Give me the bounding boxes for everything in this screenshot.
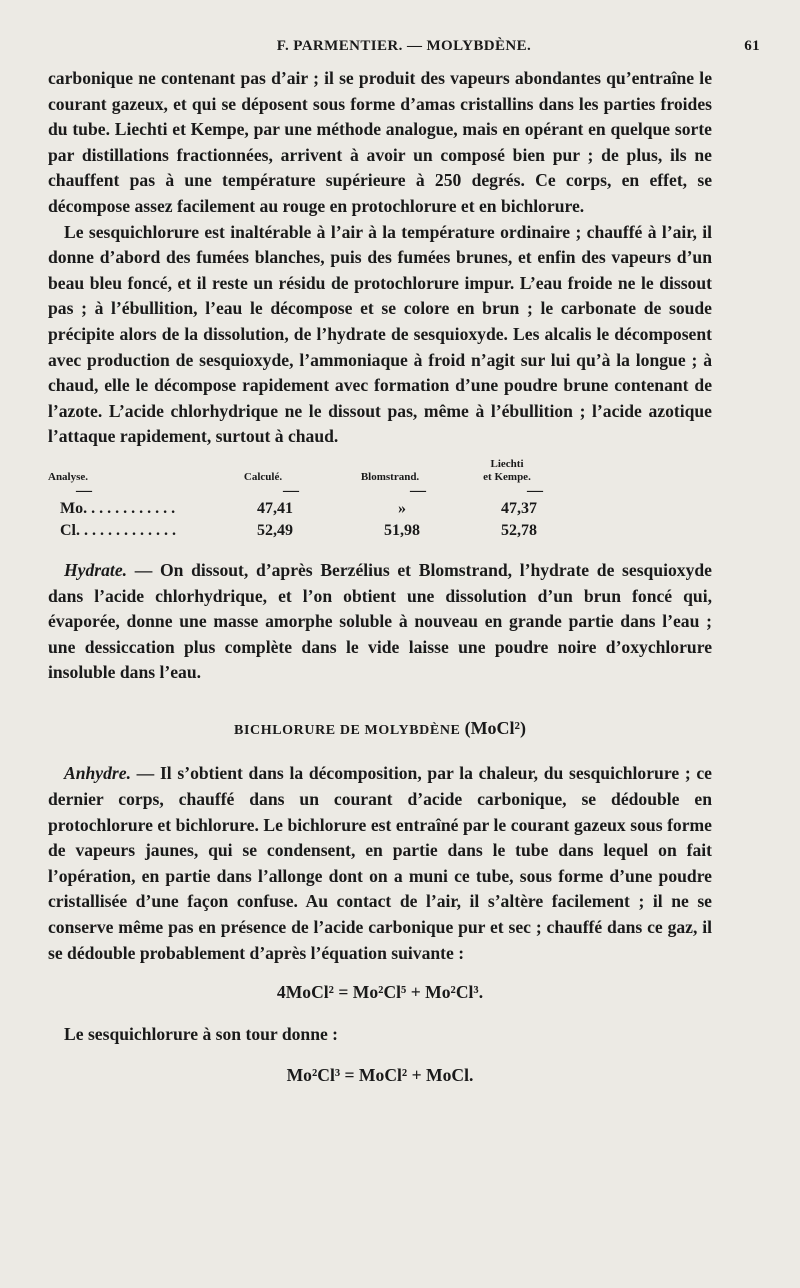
header-calcule: Calculé. <box>243 470 283 483</box>
header-analyse: Analyse. <box>48 470 89 483</box>
table-dash-row <box>48 481 712 499</box>
table-row <box>48 498 712 520</box>
table-header <box>48 458 712 484</box>
row-label: Cl. . . . . . . . . . . . . <box>60 521 176 539</box>
paragraph-continuation: carbonique ne contenant pas d’air ; il se produit des vapeurs abondantes qu’entraîne le courant gazeux, et qui se déposent sous forme d’amas cristallins dans les parties froides du tube. Liechti et Kempe, par une méthode analogue, mais en opérant en quelque sorte par distillations fractionnées, arrivent à avoir un composé bien pur ; de plus, ils ne chauffent pas à une température supérieure à 250 degrés. Ce corps, en effet, se décompose assez facilement au rouge en protochlorure et en bichlorure. <box>48 68 712 216</box>
paragraph-hydrate <box>48 558 712 686</box>
section-title <box>48 716 712 744</box>
page-number: 61 <box>744 38 760 54</box>
dash-3: — <box>410 481 426 499</box>
analysis-table <box>48 458 712 542</box>
cell-blomstrand: » <box>398 499 406 517</box>
paragraph-sesquichlorure: Le sesquichlorure à son tour donne : <box>64 1023 339 1044</box>
dash-1: — <box>76 481 92 499</box>
page-body <box>48 66 712 1089</box>
section-title-text: BICHLORURE DE MOLYBDÈNE <box>234 722 461 738</box>
paragraph-properties: Le sesquichlorure est inaltérable à l’air à la température ordinaire ; chauffé à l’air, il donne d’abord des fumées blanches, puis des fumées brunes, et enfin des vapeurs d’un beau bleu foncé, et il reste un résidu de protochlorure impur. L’eau froide ne le dissout pas ; à l’ébullition, l’eau le décompose et se colore en brun ; le carbonate de soude précipite alors de la dissolution, de l’hydrate de sesquioxyde. Les alcalis le décomposent avec production de sesquioxyde, l’ammoniaque à froid n’agit sur lui qu’à la longue ; à chaud, elle le décompose rapidement avec formation d’une poudre brune contenant de l’azote. L’acide chlorhydrique ne le dissout pas, même à l’ébullition ; l’acide azotique l’attaque rapidement, surtout à chaud. <box>48 221 712 447</box>
header-et-kempe: et Kempe. <box>483 470 531 483</box>
paragraph-anhydre <box>48 761 712 966</box>
equation-1: 4MoCl² = Mo²Cl⁵ + Mo²Cl³. <box>276 982 484 1003</box>
cell-liechti: 47,37 <box>501 499 537 517</box>
header-liechti: Liechti <box>490 457 524 470</box>
cell-liechti: 52,78 <box>501 521 537 539</box>
dash-2: — <box>283 481 299 499</box>
lead-hydrate: Hydrate. <box>64 559 128 580</box>
row-label: Mo. . . . . . . . . . . . <box>60 499 176 517</box>
cell-blomstrand: 51,98 <box>384 521 420 539</box>
dash-4: — <box>527 481 543 499</box>
text-anhydre: — Il s’obtient dans la décomposition, par la chaleur, du sesquichlorure ; ce dernier corps, chauffé dans un courant d’acide carbonique, se dédouble en protochlorure et bichlorure. Le bichlorure est entraîné par le courant gazeux sous forme de vapeurs jaunes, qui se condensent, en partie dans le tube dans lequel on fait l’opération, en partie dans l’allonge dont on a muni ce tube, sous forme d’une poudre cristallisée d’une façon confuse. Au contact de l’air, il s’altère facilement ; il ne se conserve même pas en présence de l’acide carbonique pur et sec ; chauffé dans ce gaz, il se dédouble probablement d’après l’équation suivante : <box>48 763 712 963</box>
section-formula: (MoCl²) <box>464 717 526 738</box>
header-liechti-kempe <box>452 458 562 484</box>
text-hydrate: — On dissout, d’après Berzélius et Blomstrand, l’hydrate de sesquioxyde dans l’acide chlorhydrique, et l’on obtient une dissolution d’un brun foncé qui, évaporée, donne une masse amorphe soluble à nouveau en grande partie dans l’eau ; une dessiccation plus complète dans le vide laisse une poudre noire d’oxychlorure insoluble dans l’eau. <box>48 559 712 683</box>
lead-anhydre: Anhydre. <box>64 763 131 784</box>
header-blomstrand: Blomstrand. <box>360 470 420 483</box>
table-row <box>48 520 712 542</box>
equation-2: Mo²Cl³ = MoCl² + MoCl. <box>286 1065 474 1086</box>
cell-calcule: 52,49 <box>257 521 293 539</box>
running-head: F. PARMENTIER. — MOLYBDÈNE. <box>276 38 532 54</box>
cell-calcule: 47,41 <box>257 499 293 517</box>
